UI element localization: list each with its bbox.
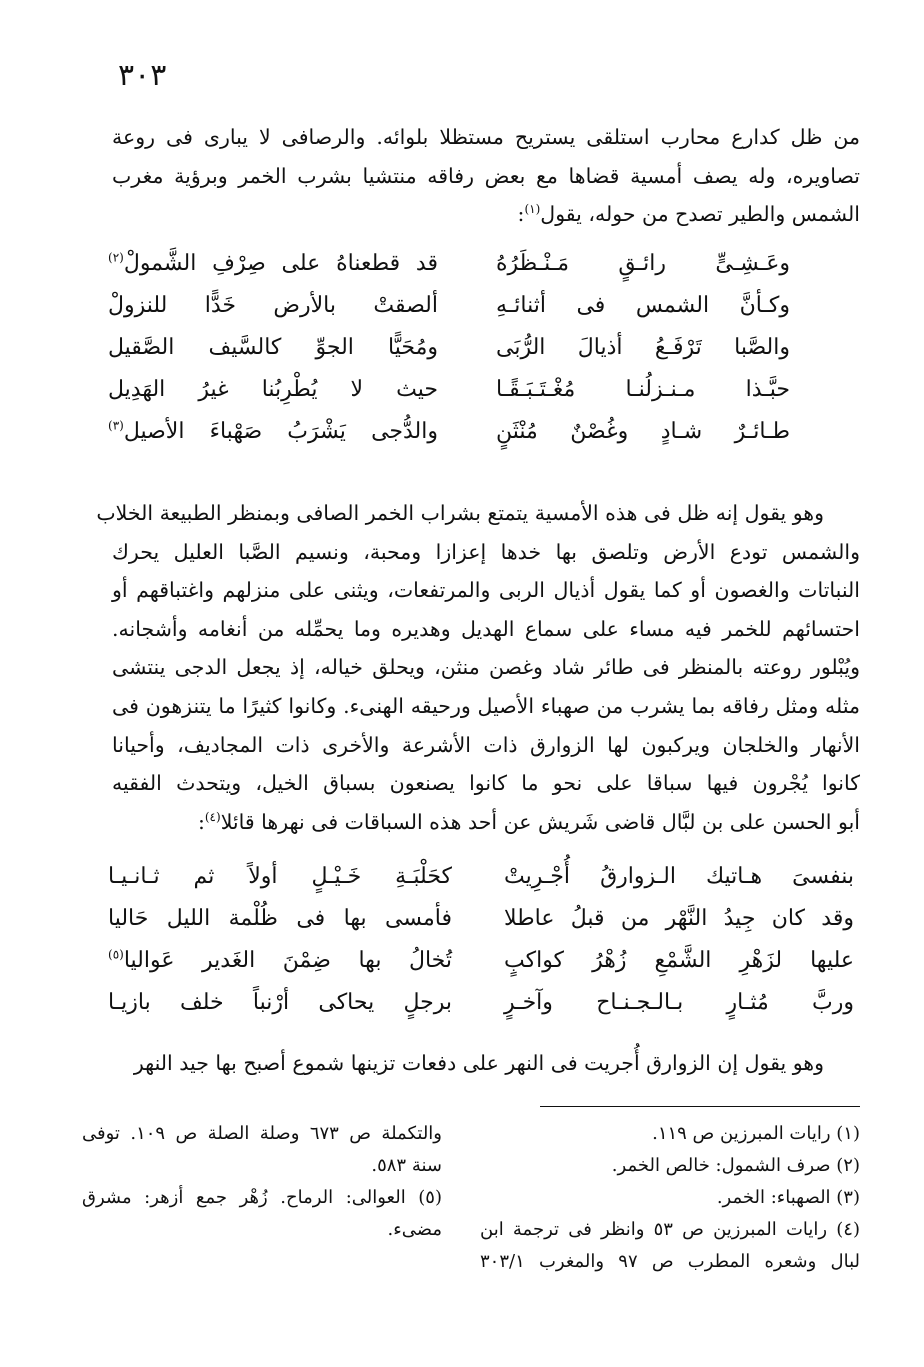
paragraph-2 [96,494,860,841]
poem-2 [108,856,860,1024]
footnote-ref-5: (٥) [108,947,124,962]
colon: : [197,809,205,834]
verse [108,411,860,453]
text-line: والشمس تودع الأرض وتلصق بها خدها إعزازا ومحبة، ونسيم الصَّبا العليل يحرك [112,539,860,564]
verse [108,327,860,369]
verse [108,243,860,285]
first-hemistich: عليها لزَهْرِ الشَّمْعِ زُهْرُ كواكبٍ [504,948,854,973]
footnote-ref-2: (٢) [108,250,124,265]
colon: : [517,202,525,227]
footnote-continued: مضىء. [387,1219,442,1240]
hemistich-text: والدُّجى يَشْرَبُ صَهْباءَ الأصيل [123,419,438,444]
paragraph-1 [112,118,860,234]
first-hemistich: وقد كان جِيدُ النَّهْر من قبلُ عاطلا [504,906,854,931]
first-hemistich: بنفسىَ هـاتيك الـزوارقُ أُجْـرِيتْ [504,864,854,889]
footnote: (٢) صرف الشمول: خالص الخمر. [611,1155,860,1176]
text-line: وهو يقول إن الزوارق أُجريت فى النهر على دفعات تزينها شموع أصبح بها جيد النهر [133,1051,824,1075]
verse [108,856,860,898]
footnote-continued: سنة ٥٨٣. [371,1155,442,1176]
footnote: (٥) العوالى: الرماح. زُهْر جمع أزهر: مشرق [82,1187,442,1208]
first-hemistich: وكـأنَّ الشمس فى أثنائـهِ [496,293,790,318]
text-line: من ظل كدارع محارب استلقى يستريح مستظلا بلوائه. والرصافى لا يبارى فى روعة [112,125,860,149]
second-hemistich [108,411,438,453]
verse [108,982,860,1024]
footnote-ref-4: (٤) [204,809,221,824]
page-number: ٣٠٣ [118,58,167,93]
text-line [112,195,860,234]
first-hemistich: والصَّبا تَرْفَـعُ أذيالَ الرُّبَى [496,335,790,360]
hemistich-text: تُخالُ بها ضِمْنَ الغَدير عَواليا [123,948,452,973]
verse [108,898,860,940]
footnote: (٤) رايات المبرزين ص ٥٣ وانظر فى ترجمة ابن [480,1219,860,1240]
text-line [112,803,860,842]
footnote-separator [540,1106,860,1107]
second-hemistich [108,940,452,982]
text-line: احتسائهم للخمر فيه مساء على سماع الهديل وهديره وما يحمِّله من أنغامه وأشجانه. [112,616,860,641]
text-line: ويُبْلور روعته بالمنظر فى طائر شاد وغصن منثن، ويحلق خياله، إذ يجعل الدجى ينتشى [112,655,860,680]
text-line: وهو يقول إنه ظل فى هذه الأمسية يتمتع بشراب الخمر الصافى وبمنظر الطبيعة الخلاب [96,501,824,525]
second-hemistich: حيث لا يُطْرِبُنا غيرُ الهَدِيل [108,377,438,402]
footnote: (٣) الصهباء: الخمر. [716,1187,860,1208]
first-hemistich: وعَـشِـىٍّ رائـقٍ مَـنْـظَرُهُ [496,251,790,276]
text-line-content: الشمس والطير تصدح من حوله، يقول [540,202,860,227]
hemistich-text: قد قطعناهُ على صِرْفِ الشَّمولْ [123,251,438,276]
verse [108,369,860,411]
footnotes-left-column [82,1118,442,1246]
footnote-continued: والتكملة ص ٦٧٣ وصلة الصلة ص ١٠٩. توفى [82,1123,442,1144]
second-hemistich [108,243,438,285]
footnote-ref-3: (٣) [108,418,124,433]
footnote-ref-1: (١) [524,202,541,217]
second-hemistich: ألصقتْ بالأرض خَدًّا للنزولْ [108,293,438,318]
text-line: مثله ومثل رفاقه بما يشرب من صهباء الأصيل ورحيقه الهنىء. وكانوا كثيرًا ما يتنزهون فى [112,693,860,718]
second-hemistich: برجلٍ يحاكى أرْنباً خلف بازيـا [108,990,452,1015]
text-line: تصاويره، وله يصف أمسية قضاها مع بعض رفاقه منتشيا بشرب الخمر وبرؤية مغرب [112,163,860,188]
text-line: كانوا يُجْرون فيها سباقا على نحو ما كانوا يصنعون بسباق الخيل، ويتحدث الفقيه [112,771,860,796]
second-hemistich: فأمسى بها فى ظُلْمة الليل حَاليا [108,906,452,931]
first-hemistich: وربَّ مُثـارٍ بـالـجـنـاح وآخـرٍ [504,990,854,1015]
verse [108,940,860,982]
paragraph-3 [112,1044,860,1083]
poem-1 [108,243,860,453]
text-line: النباتات والغصون أو كما يقول أذيال الربى والمرتفعات، ويثنى على منزلهم واغتباقهم أو [112,578,860,603]
text-line: الأنهار والخلجان ويركبون لها الزوارق ذات الأشرعة والأخرى ذات المجاديف، وأحيانا [112,732,860,757]
second-hemistich: كحَلْبَـةِ خَـيْـلٍ أولاً ثم ثـانـيـا [108,864,452,889]
first-hemistich: طـائـرٌ شـادٍ وغُصْنٌ مُنْثَنٍ [496,419,790,444]
footnotes-right-column [480,1118,860,1278]
footnote-continued: لبال وشعره المطرب ص ٩٧ والمغرب ٣٠٣/١ [480,1251,860,1272]
verse [108,285,860,327]
footnote: (١) رايات المبرزين ص ١١٩. [652,1123,860,1144]
first-hemistich: حبَّـذا مـنـزلُنـا مُغْـتَـبَـقًـا [496,377,790,402]
second-hemistich: ومُحَيًّا الجوِّ كالسَّيف الصَّقيل [108,335,438,360]
text-line-content: أبو الحسن على بن لبَّال قاضى شَريش عن أحد هذه السباقات فى نهرها قائلا [220,809,860,834]
